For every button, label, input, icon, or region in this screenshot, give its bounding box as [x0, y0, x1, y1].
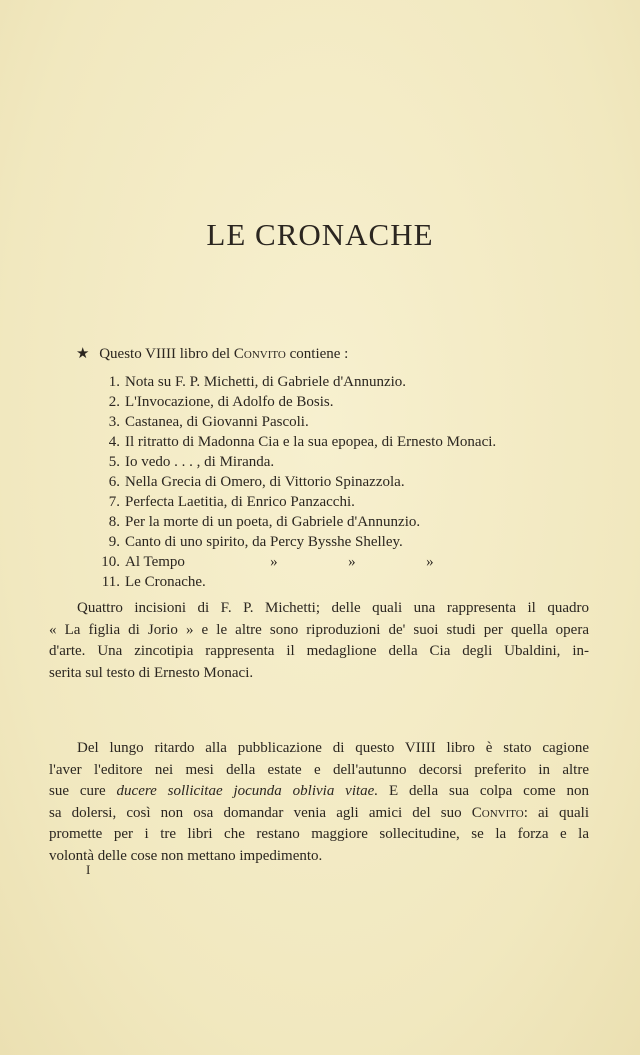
list-item: 5. Io vedo . . . , di Miranda.	[108, 454, 275, 470]
list-item: 2. L'Invocazione, di Adolfo de Bosis.	[108, 394, 334, 410]
latin-quote: ducere sollicitae jocunda oblivia vitae.	[116, 783, 379, 799]
list-item: 9. Canto di uno spirito, da Percy Bysshe Shelley.	[108, 534, 403, 550]
intro-text: Questo VIIII libro del	[99, 346, 231, 362]
list-item: 1. Nota su F. P. Michetti, di Gabriele d'Annunzio.	[108, 374, 407, 390]
ditto-mark: »	[348, 554, 356, 570]
ditto-mark: »	[270, 554, 278, 570]
list-item: 6. Nella Grecia di Omero, di Vittorio Spinazzola.	[108, 474, 405, 490]
list-item: 7. Perfecta Laetitia, di Enrico Panzacchi.	[108, 494, 355, 510]
list-item: 4. Il ritratto di Madonna Cia e la sua epopea, di Ernesto Monaci.	[108, 434, 497, 450]
page-number: I	[86, 862, 91, 877]
list-item: 11. Le Cronache.	[101, 574, 206, 590]
list-item: 8. Per la morte di un poeta, di Gabriele d'Annunzio.	[108, 514, 421, 530]
journal-name: Convito	[471, 804, 524, 821]
contents-intro	[76, 344, 576, 363]
ditto-mark: »	[426, 554, 434, 570]
delay-paragraph: Del lungo ritardo alla pubblicazione di questo VIIII libro è stato cagione l'aver l'editore nei mesi della estate e dell'autunno decorsi preferito in altre sue cure ducere sollicitae jocunda oblivia vitae. E della sua colpa come non sa dolersi, così non osa domandar venia agli amici del suo Convito: ai quali promette per i tre libri che restano maggiore sollecitudine, se la forza e la volontà delle cose non mettano impedimento.	[49, 740, 590, 864]
intro-text-end: contiene :	[289, 346, 349, 362]
list-item: 10. Al Tempo » » »	[76, 552, 576, 572]
journal-name: Convito	[233, 346, 286, 362]
illustrations-paragraph: Quattro incisioni di F. P. Michetti; delle quali una rappresenta il quadro « La figlia di Jorio » e le altre sono riproduzioni de' suoi studi per quella opera d'arte. Una zincotipia rappresenta il medaglione della Cia degli Ubaldini, in- serita sul testo di Ernesto Monaci.	[49, 600, 589, 681]
contents-list	[76, 372, 576, 592]
list-item: 3. Castanea, di Giovanni Pascoli.	[108, 414, 309, 430]
star-icon: ★	[76, 346, 90, 362]
page-title: LE CRONACHE	[206, 216, 434, 252]
